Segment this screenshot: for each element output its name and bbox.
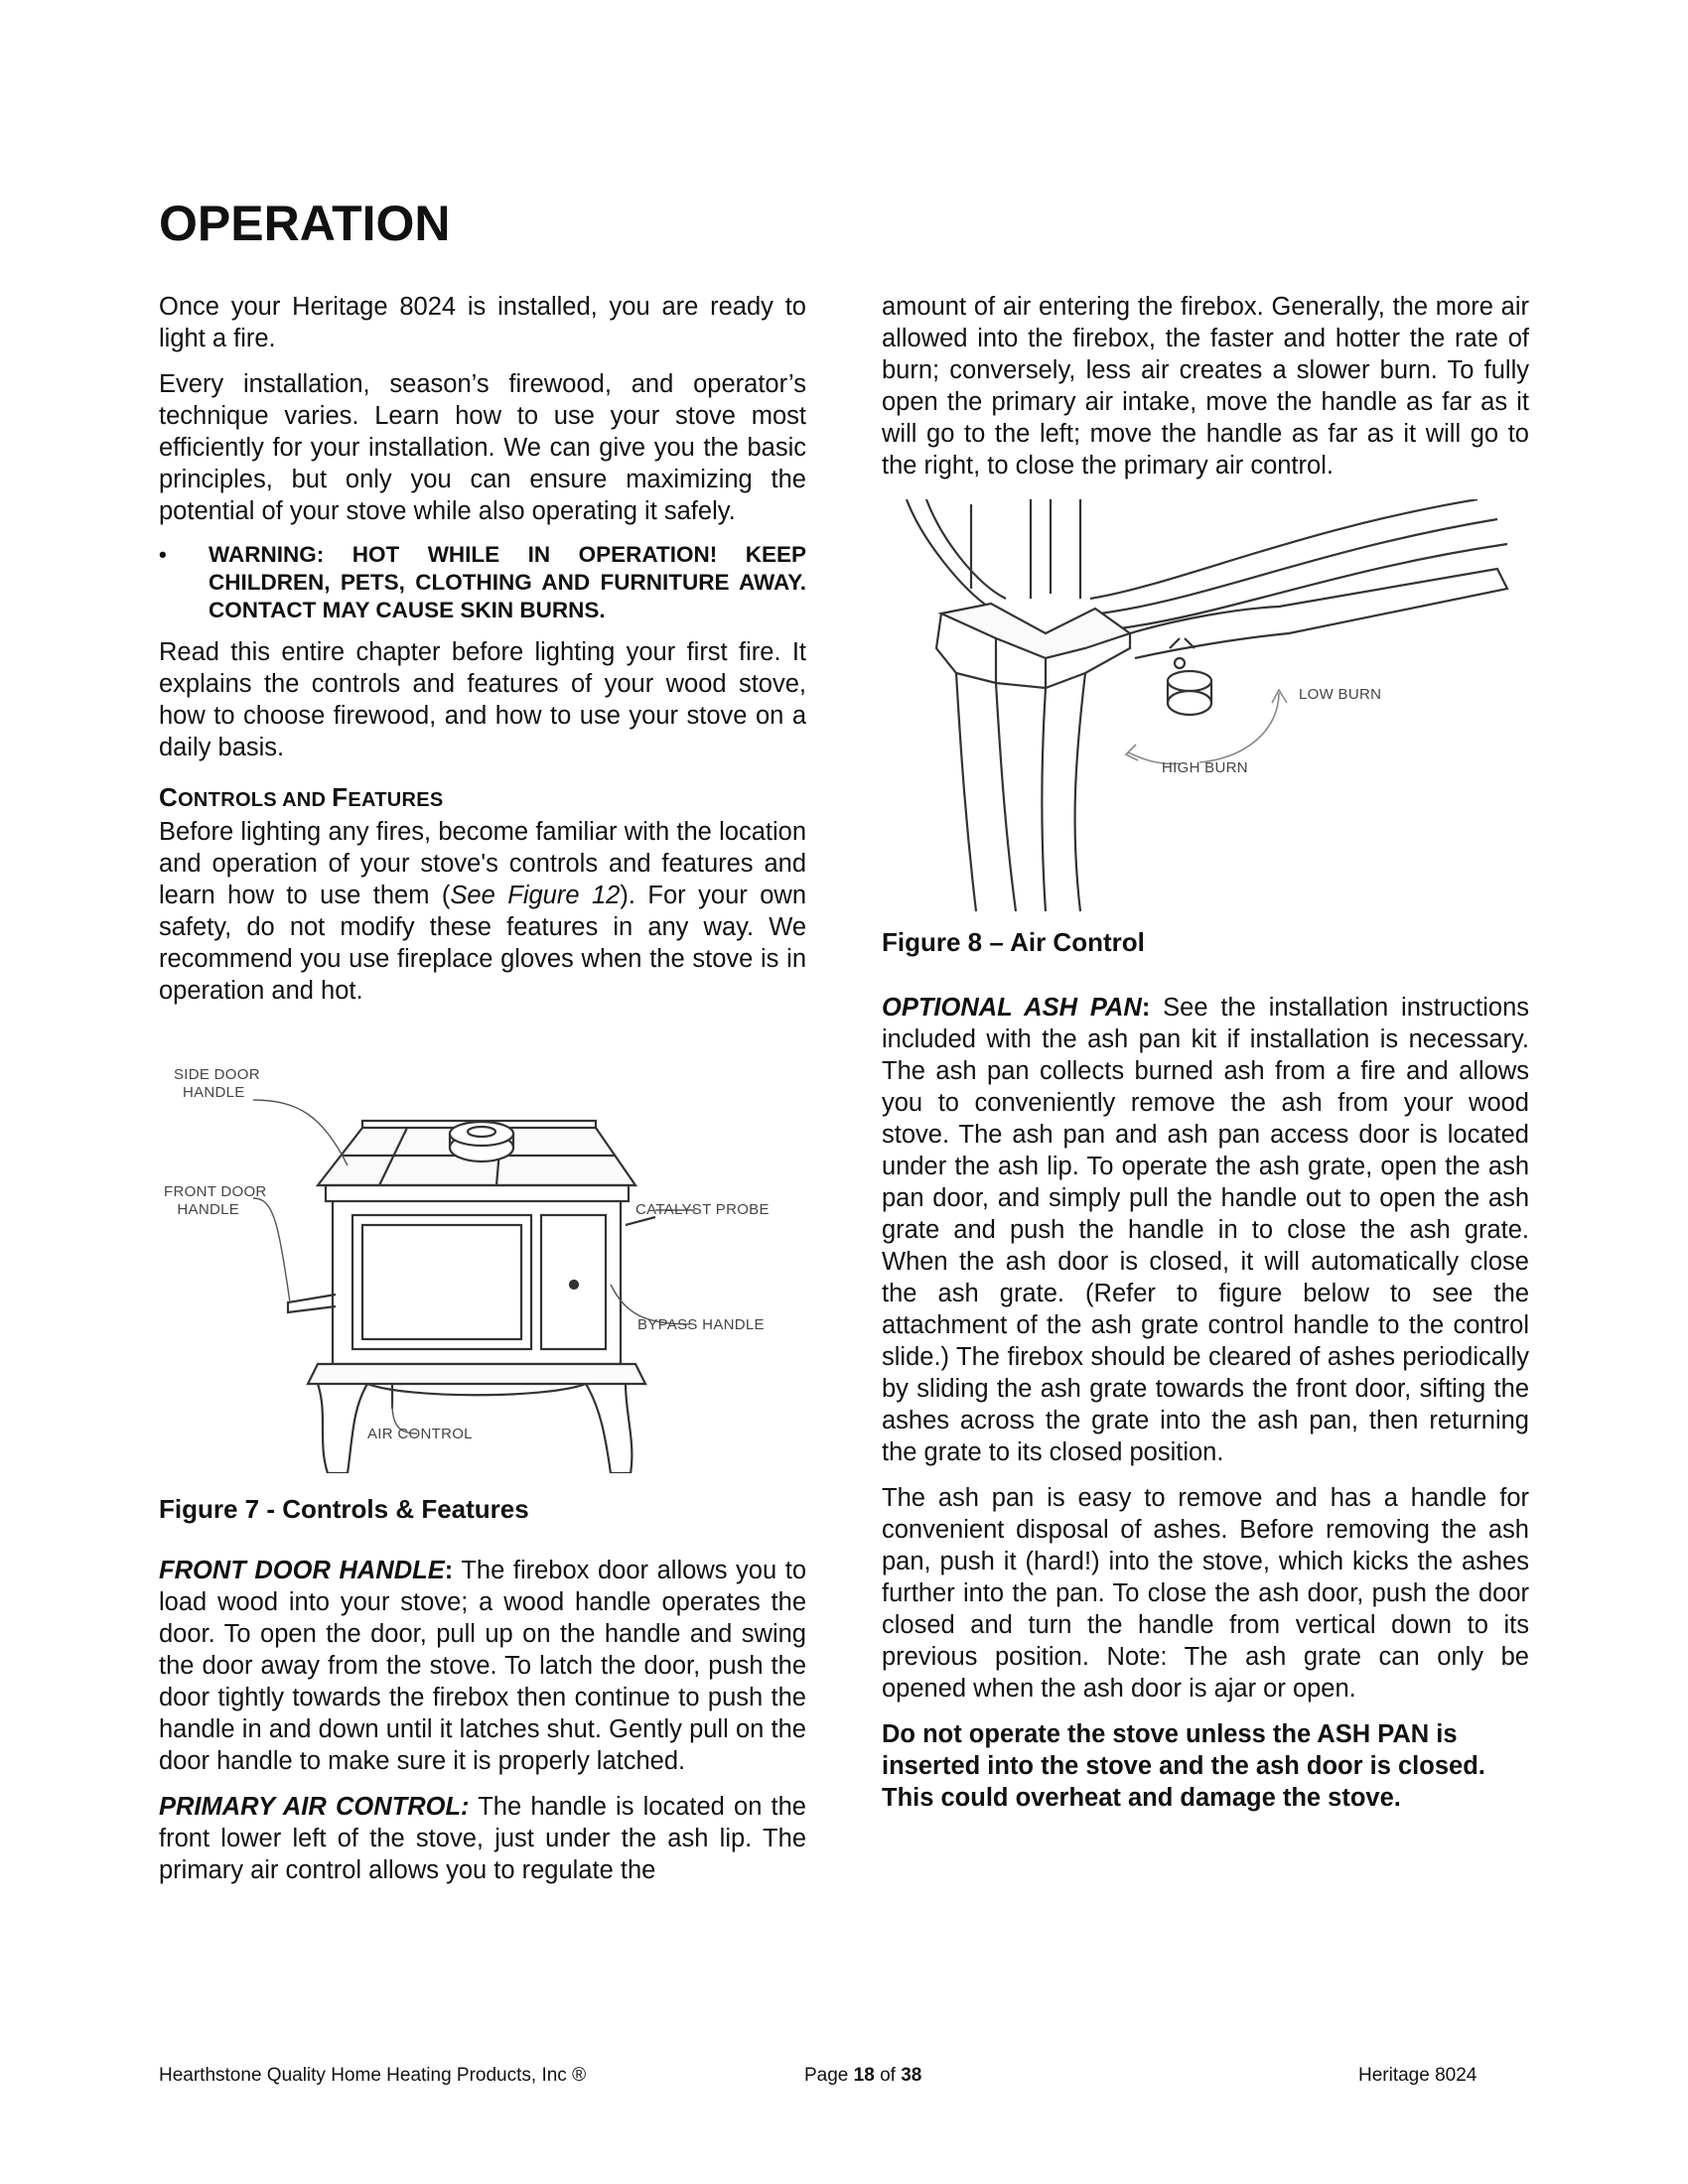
- figure-7-controls-diagram: [159, 1056, 806, 1493]
- footer-model: Heritage 8024: [1358, 2065, 1477, 2086]
- page-title: OPERATION: [159, 196, 451, 251]
- figure-8-caption: Figure 8 – Air Control: [882, 927, 1145, 957]
- label-side-door-handle: SIDE DOOR HANDLE: [174, 1066, 260, 1101]
- intro-paragraph-2: Every installation, season’s firewood, and operator’s technique varies. Learn how to use your stove most efficiently for your installation. We can give you the basic principles, but only you can ensure maximizing the potential of your stove while also operating it safely.: [159, 370, 806, 525]
- label-catalyst-probe: CATALYST PROBE: [635, 1201, 770, 1218]
- figure-reference: See Figure 12: [450, 882, 621, 909]
- controls-paragraph: Before lighting any fires, become familiar with the location and operation of your stove's controls and features and learn how to use them (See Figure 12). For your own safety, do not modify these features in any way. We recommend you use fireplace gloves when the stove is in operation and hot.: [159, 818, 807, 1005]
- footer-company: Hearthstone Quality Home Heating Products, Inc ®: [159, 2065, 587, 2086]
- stove-illustration: [159, 1056, 806, 1473]
- primary-air-control-term: PRIMARY AIR CONTROL:: [159, 1793, 470, 1821]
- intro-paragraph-1: Once your Heritage 8024 is installed, you are ready to light a fire.: [159, 293, 806, 352]
- ash-pan-paragraph: OPTIONAL ASH PAN: See the installation instructions included with the ash pan kit if installation is necessary. The ash pan collects burned ash from a fire and allows you to conveniently remove the ash from your wood stove. The ash pan and ash pan access door is located under the ash lip. To operate the ash grate, open the ash pan door, and simply pull the handle out to open the ash grate and push the handle in to close the ash grate. When the ash door is closed, it will automatically close the ash grate. (Refer to figure below to see the attachment of the ash grate control handle to the control slide.) The firebox should be cleared of ashes periodically by sliding the ash grate towards the front door, sifting the ashes across the grate into the ash pan, then returning the grate to its closed position.: [882, 994, 1529, 1466]
- warning-notice: [159, 541, 806, 624]
- primary-air-control-paragraph: PRIMARY AIR CONTROL: The handle is located on the front lower left of the stove, just under the ash lip. The primary air control allows you to regulate the: [159, 1793, 806, 1884]
- bullet-icon: •: [159, 542, 167, 567]
- label-air-control: AIR CONTROL: [367, 1426, 473, 1442]
- label-low-burn: LOW BURN: [1299, 686, 1382, 703]
- front-door-handle-term: FRONT DOOR HANDLE: [159, 1557, 445, 1584]
- figure-7-caption: Figure 7 - Controls & Features: [159, 1494, 529, 1524]
- ash-pan-warning: Do not operate the stove unless the ASH PAN is inserted into the stove and the ash door is closed. This could overheat and damage the stove.: [882, 1720, 1485, 1812]
- right-column: [882, 291, 1529, 1828]
- air-control-illustration: [882, 499, 1529, 916]
- ash-pan-removal-paragraph: The ash pan is easy to remove and has a handle for convenient disposal of ashes. Before removing the ash pan, push it (hard!) into the stove, which kicks the ashes further into the pan. To close the ash door, push the door closed and turn the handle from vertical down to its previous position. Note: The ash grate can only be opened when the ash door is ajar or open.: [882, 1484, 1529, 1703]
- figure-8-air-control-diagram: [882, 499, 1529, 926]
- intro-paragraph-3: Read this entire chapter before lighting your first fire. It explains the controls and features of your wood stove, how to choose firewood, and how to use your stove on a daily basis.: [159, 638, 806, 761]
- section-heading-controls: CONTROLS AND FEATURES: [159, 782, 444, 812]
- ash-pan-term: OPTIONAL ASH PAN: [882, 994, 1142, 1022]
- front-door-handle-paragraph: FRONT DOOR HANDLE: The firebox door allows you to load wood into your stove; a wood handle operates the door. To open the door, pull up on the handle and swing the door away from the stove. To latch the door, push the door tightly towards the firebox then continue to push the handle in and down until it latches shut. Gently pull on the door handle to make sure it is properly latched.: [159, 1557, 807, 1775]
- left-column: [159, 291, 806, 1900]
- warning-text: WARNING: HOT WHILE IN OPERATION! KEEP CHILDREN, PETS, CLOTHING AND FURNITURE AWAY. CONTACT MAY CAUSE SKIN BURNS.: [209, 542, 806, 622]
- label-high-burn: HIGH BURN: [1162, 759, 1248, 776]
- footer-page-number: Page 18 of 38: [804, 2065, 922, 2086]
- air-control-continued: amount of air entering the firebox. Generally, the more air allowed into the firebox, the faster and hotter the rate of burn; conversely, less air creates a slower burn. To fully open the primary air intake, move the handle as far as it will go to the left; move the handle as far as it will go to the right, to close the primary air control.: [882, 293, 1529, 479]
- label-front-door-handle: FRONT DOOR HANDLE: [164, 1183, 267, 1218]
- label-bypass-handle: BYPASS HANDLE: [637, 1316, 765, 1333]
